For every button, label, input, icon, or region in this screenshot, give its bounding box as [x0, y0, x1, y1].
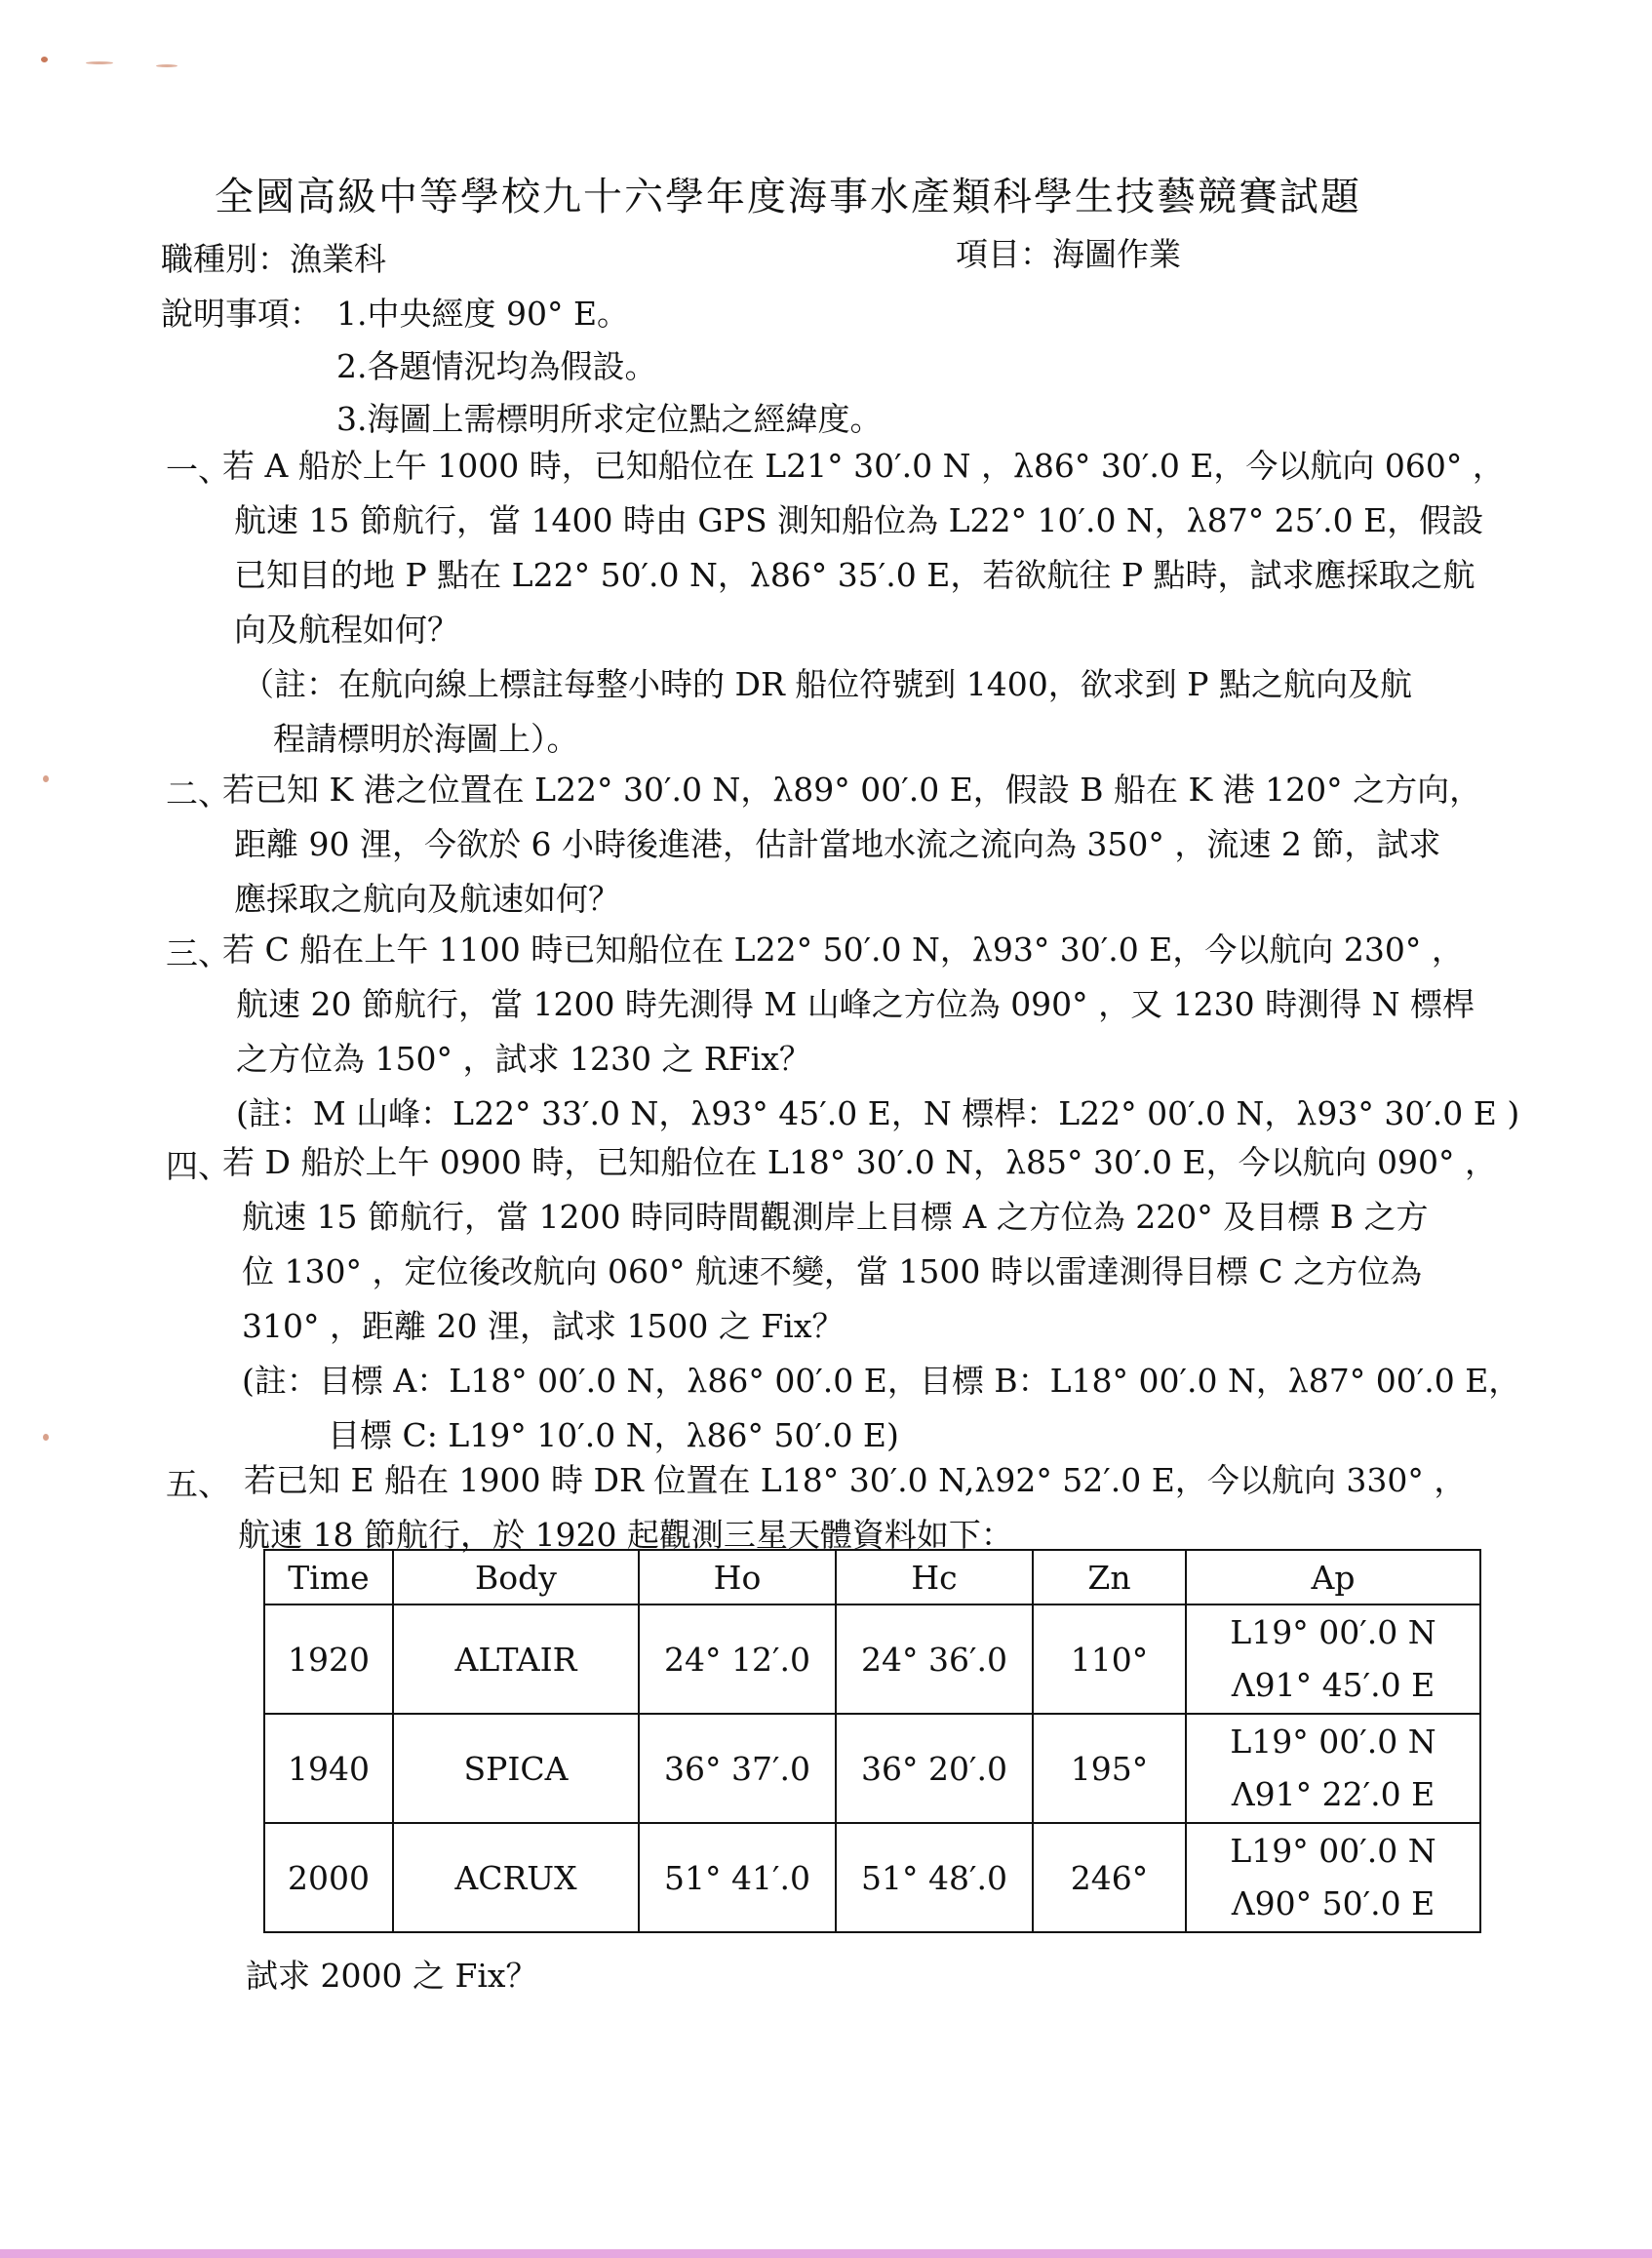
question-line: 向及航程如何？ — [234, 611, 459, 649]
cell-zn: 246° — [1033, 1823, 1186, 1932]
exam-title: 全國高級中等學校九十六學年度海事水產類科學生技藝競賽試題 — [215, 175, 1361, 219]
question-number: 五、 — [166, 1465, 230, 1503]
scan-speck — [41, 57, 48, 62]
question-line: 之方位為 150° ，試求 1230 之 RFix？ — [236, 1040, 811, 1078]
question-line: 若 A 船於上午 1000 時，已知船位在 L21° 30′.0 N ，λ86° 30′.0 E，今以航向 060° ， — [222, 447, 1505, 485]
cell-body: SPICA — [393, 1714, 639, 1823]
cell-ap — [1186, 1604, 1480, 1714]
instructions-label: 說明事項： — [161, 295, 322, 333]
cell-time: 1920 — [264, 1604, 393, 1714]
category-label: 職種別：漁業科 — [161, 240, 386, 278]
scan-speck — [156, 64, 177, 67]
question-line: 距離 90 浬，今欲於 6 小時後進港，估計當地水流之流向為 350° ，流速 2 節，試求 — [234, 825, 1441, 863]
item-label: 項目：海圖作業 — [956, 235, 1181, 273]
cell-time: 2000 — [264, 1823, 393, 1932]
cell-body: ACRUX — [393, 1823, 639, 1932]
question-line: 航速 15 節航行，當 1400 時由 GPS 測知船位為 L22° 10′.0 N，λ87° 25′.0 E，假設 — [234, 501, 1484, 539]
cell-time: 1940 — [264, 1714, 393, 1823]
question-line: 航速 20 節航行，當 1200 時先測得 M 山峰之方位為 090° ，又 1230 時測得 N 標桿 — [236, 985, 1475, 1023]
cell-ho: 51° 41′.0 — [639, 1823, 836, 1932]
question-note: 目標 C: L19° 10′.0 N，λ86° 50′.0 E) — [328, 1416, 899, 1454]
question-line: 若 C 船在上午 1100 時已知船位在 L22° 50′.0 N，λ93° 30′.0 E，今以航向 230° ， — [222, 931, 1464, 969]
table-row — [264, 1604, 1480, 1714]
scan-speck — [43, 1434, 49, 1441]
final-question: 試求 2000 之 Fix？ — [246, 1957, 538, 1995]
question-line: 位 130° ，定位後改航向 060° 航速不變，當 1500 時以雷達測得目標 C 之方位為 — [242, 1252, 1423, 1290]
cell-body: ALTAIR — [393, 1604, 639, 1714]
header-time: Time — [264, 1550, 393, 1604]
observation-table — [263, 1549, 1481, 1933]
header-ap: Ap — [1186, 1550, 1480, 1604]
question-line: 航速 15 節航行，當 1200 時同時間觀測岸上目標 A 之方位為 220° 及目標 B 之方 — [242, 1198, 1429, 1236]
question-line: 若已知 E 船在 1900 時 DR 位置在 L18° 30′.0 N,λ92° 52′.0 E，今以航向 330° ， — [244, 1461, 1467, 1499]
cell-hc: 51° 48′.0 — [836, 1823, 1033, 1932]
question-note: (註：目標 A：L18° 00′.0 N，λ86° 00′.0 E，目標 B：L18° 00′.0 N，λ87° 00′.0 E， — [242, 1362, 1521, 1400]
question-3 — [222, 923, 1519, 1141]
header-hc: Hc — [836, 1550, 1033, 1604]
table-row — [264, 1823, 1480, 1932]
question-5 — [222, 1453, 1466, 1563]
cell-ap — [1186, 1823, 1480, 1932]
cell-hc: 36° 20′.0 — [836, 1714, 1033, 1823]
ap-latitude: L19° 00′.0 N — [1230, 1832, 1436, 1870]
instruction-item: 2.各題情況均為假設。 — [336, 347, 657, 385]
question-2 — [222, 763, 1481, 927]
table-row — [264, 1714, 1480, 1823]
scan-speck — [86, 61, 113, 64]
header-ho: Ho — [639, 1550, 836, 1604]
ap-latitude: L19° 00′.0 N — [1230, 1723, 1436, 1761]
header-body: Body — [393, 1550, 639, 1604]
question-number: 三、 — [166, 934, 230, 972]
question-1 — [222, 439, 1505, 767]
question-line: 若已知 K 港之位置在 L22° 30′.0 N，λ89° 00′.0 E，假設 B 船在 K 港 120° 之方向， — [222, 771, 1482, 809]
cell-zn: 110° — [1033, 1604, 1186, 1714]
instruction-item: 1.中央經度 90° E。 — [336, 295, 630, 333]
question-line: 航速 18 節航行，於 1920 起觀測三星天體資料如下： — [238, 1516, 1013, 1554]
cell-ap — [1186, 1714, 1480, 1823]
question-line: 若 D 船於上午 0900 時，已知船位在 L18° 30′.0 N，λ85° 30′.0 E，今以航向 090° ， — [222, 1143, 1498, 1181]
instruction-item: 3.海圖上需標明所求定位點之經緯度。 — [336, 400, 883, 438]
question-line: 應採取之航向及航速如何？ — [234, 880, 620, 918]
question-number: 四、 — [166, 1147, 230, 1185]
scan-speck — [43, 775, 49, 782]
question-line: 310° ，距離 20 浬，試求 1500 之 Fix？ — [242, 1307, 845, 1345]
cell-zn: 195° — [1033, 1714, 1186, 1823]
cell-hc: 24° 36′.0 — [836, 1604, 1033, 1714]
ap-longitude: Λ91° 45′.0 E — [1231, 1666, 1436, 1704]
ap-latitude: L19° 00′.0 N — [1230, 1613, 1436, 1651]
question-note: (註：M 山峰：L22° 33′.0 N，λ93° 45′.0 E，N 標桿：L22° 00′.0 N，λ93° 30′.0 E ) — [236, 1094, 1520, 1132]
header-zn: Zn — [1033, 1550, 1186, 1604]
question-number: 二、 — [166, 774, 230, 812]
question-number: 一、 — [166, 451, 230, 489]
ap-longitude: Λ90° 50′.0 E — [1231, 1884, 1436, 1922]
question-4 — [222, 1135, 1520, 1463]
question-note: （註：在航向線上標註每整小時的 DR 船位符號到 1400，欲求到 P 點之航向及航 — [242, 665, 1412, 703]
question-note: 程請標明於海圖上）。 — [273, 720, 579, 758]
question-line: 已知目的地 P 點在 L22° 50′.0 N，λ86° 35′.0 E，若欲航往 P 點時，試求應採取之航 — [234, 556, 1475, 594]
ap-longitude: Λ91° 22′.0 E — [1231, 1775, 1436, 1813]
scan-edge-bar — [0, 2249, 1652, 2258]
cell-ho: 24° 12′.0 — [639, 1604, 836, 1714]
table-header-row — [264, 1550, 1480, 1604]
cell-ho: 36° 37′.0 — [639, 1714, 836, 1823]
